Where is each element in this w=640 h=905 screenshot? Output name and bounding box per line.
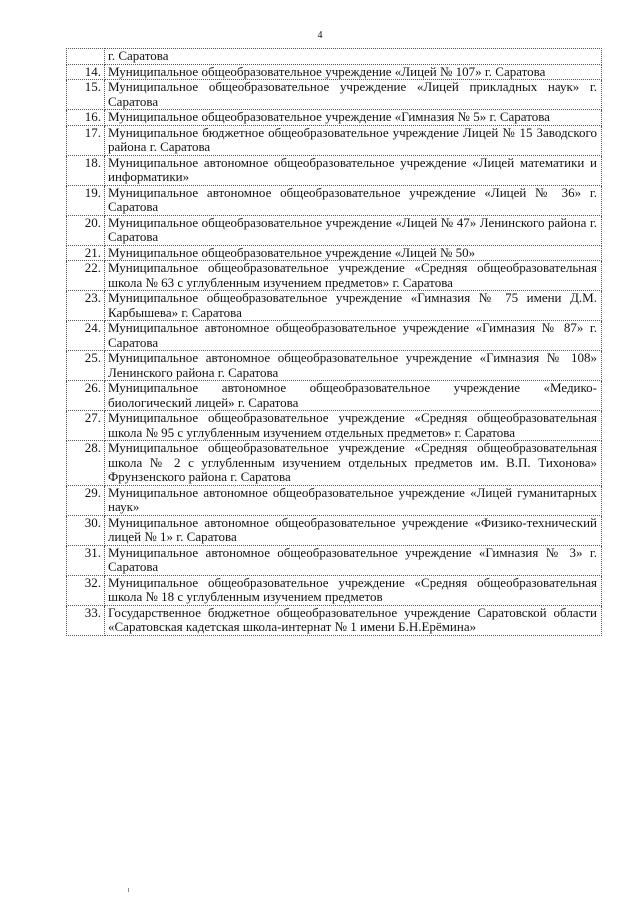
row-number: 21. [67,245,105,261]
row-number: 32. [67,575,105,605]
page-number: 4 [317,30,323,41]
institution-name: Муниципальное общеобразовательное учреждение «Средняя общеобразовательная школа № 95 с углубленным изучением отдельных предметов» г. Саратова [105,411,602,441]
table-row [67,575,602,605]
table-row [67,321,602,351]
institutions-table-container [66,48,602,636]
institution-name: Муниципальное общеобразовательное учреждение «Лицей № 47» Ленинского района г. Саратова [105,215,602,245]
row-number: 20. [67,215,105,245]
row-number: 28. [67,441,105,486]
row-number: 29. [67,485,105,515]
institution-name: Муниципальное общеобразовательное учреждение «Лицей № 107» г. Саратова [105,64,602,80]
table-row [67,545,602,575]
table-row [67,291,602,321]
table-row [67,515,602,545]
table-row [67,125,602,155]
row-number: 22. [67,261,105,291]
institution-name: Муниципальное автономное общеобразовательное учреждение «Гимназия № 3» г. Саратова [105,545,602,575]
table-row [67,381,602,411]
scan-artifact-mark [128,888,129,892]
row-number: 31. [67,545,105,575]
row-number [67,49,105,65]
institution-name: Муниципальное бюджетное общеобразовательное учреждение Лицей № 15 Заводского района г. Саратова [105,125,602,155]
institution-name: Муниципальное общеобразовательное учреждение «Гимназия № 75 имени Д.М. Карбышева» г. Саратова [105,291,602,321]
institution-name: г. Саратова [105,49,602,65]
institution-name: Муниципальное автономное общеобразовательное учреждение «Лицей гуманитарных наук» [105,485,602,515]
row-number: 19. [67,185,105,215]
institution-name: Муниципальное общеобразовательное учреждение «Средняя общеобразовательная школа № 2 с углубленным изучением отдельных предметов им. В.П. Тихонова» Фрунзенского района г. Саратова [105,441,602,486]
institution-name: Муниципальное общеобразовательное учреждение «Лицей № 50» [105,245,602,261]
institutions-table [66,48,602,636]
institution-name: Муниципальное общеобразовательное учреждение «Средняя общеобразовательная школа № 18 с углубленным изучением предметов [105,575,602,605]
table-row [67,411,602,441]
institution-name: Муниципальное общеобразовательное учреждение «Лицей прикладных наук» г. Саратова [105,80,602,110]
row-number: 27. [67,411,105,441]
row-number: 18. [67,155,105,185]
table-row [67,185,602,215]
institution-name: Государственное бюджетное общеобразовательное учреждение Саратовской области «Саратовская кадетская школа-интернат № 1 имени Б.Н.Ерёмина» [105,605,602,635]
row-number: 26. [67,381,105,411]
institution-name: Муниципальное автономное общеобразовательное учреждение «Физико-технический лицей № 1» г. Саратова [105,515,602,545]
table-row [67,605,602,635]
row-number: 24. [67,321,105,351]
table-row [67,64,602,80]
row-number: 30. [67,515,105,545]
table-row [67,351,602,381]
institution-name: Муниципальное автономное общеобразовательное учреждение «Медико-биологический лицей» г. Саратова [105,381,602,411]
table-row [67,485,602,515]
table-row [67,441,602,486]
row-number: 16. [67,110,105,126]
row-number: 14. [67,64,105,80]
row-number: 25. [67,351,105,381]
row-number: 15. [67,80,105,110]
institution-name: Муниципальное общеобразовательное учреждение «Средняя общеобразовательная школа № 63 с углубленным изучением предметов» г. Саратова [105,261,602,291]
table-row [67,215,602,245]
institution-name: Муниципальное автономное общеобразовательное учреждение «Лицей № 36» г. Саратова [105,185,602,215]
institution-name: Муниципальное автономное общеобразовательное учреждение «Гимназия № 87» г. Саратова [105,321,602,351]
table-row [67,110,602,126]
table-row [67,245,602,261]
table-row [67,49,602,65]
row-number: 33. [67,605,105,635]
row-number: 17. [67,125,105,155]
institution-name: Муниципальное автономное общеобразовательное учреждение «Гимназия № 108» Ленинского района г. Саратова [105,351,602,381]
institutions-table-body [67,49,602,636]
institution-name: Муниципальное общеобразовательное учреждение «Гимназия № 5» г. Саратова [105,110,602,126]
institution-name: Муниципальное автономное общеобразовательное учреждение «Лицей математики и информатики» [105,155,602,185]
row-number: 23. [67,291,105,321]
table-row [67,155,602,185]
table-row [67,261,602,291]
table-row [67,80,602,110]
